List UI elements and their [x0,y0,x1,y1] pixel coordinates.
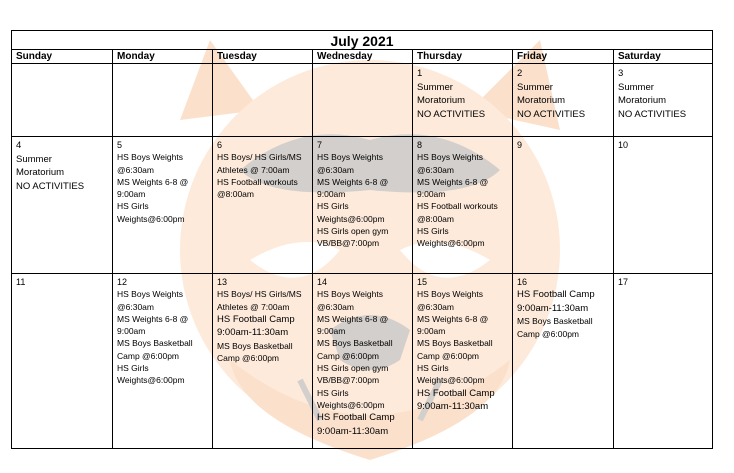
day-header: Monday [113,50,213,64]
event-line-emphasis: HS Football Camp [417,387,495,399]
calendar-title: July 2021 [12,31,712,50]
event-line: NO ACTIVITIES [517,108,586,120]
event-line: HS Football workouts [417,201,498,212]
day-cell [12,274,112,450]
day-cell [12,137,112,273]
event-line: 9:00am [117,189,146,200]
event-line: Camp @6:00pm [517,328,580,339]
event-line: Camp @6:00pm [117,350,180,361]
day-number: 5 [117,140,123,150]
event-line-emphasis: 9:00am-11:30am [417,401,489,413]
day-header: Wednesday [313,50,413,64]
day-cell [614,65,712,136]
event-line: NO ACTIVITIES [618,108,687,120]
event-line: NO ACTIVITIES [417,108,486,120]
event-line: Athletes @ 7:00am [217,164,290,175]
day-cell [513,65,613,136]
event-line: HS Girls open gym [317,363,389,374]
event-line: 9:00am [117,326,146,337]
event-line: HS Boys Weights [117,289,183,300]
event-line: HS Boys Weights [117,152,183,163]
day-number: 8 [417,140,423,150]
event-line: HS Boys Weights [417,152,483,163]
event-line: Moratorium [16,167,65,178]
event-line: @8:00am [417,213,454,224]
event-line: HS Girls [117,201,149,212]
day-cell [413,65,512,136]
event-line: Moratorium [618,95,667,106]
day-number: 11 [16,277,26,287]
event-line: @6:30am [117,164,154,175]
day-header: Friday [513,50,614,64]
event-line: HS Girls [417,363,449,374]
event-line: NO ACTIVITIES [16,180,85,192]
event-line: Summer [618,81,654,93]
event-line: Weights@6:00pm [117,213,185,224]
day-number: 12 [117,277,128,287]
day-number: 16 [517,277,528,287]
day-number: 4 [16,140,22,151]
event-line: HS Boys Weights [317,289,383,300]
event-line-emphasis: HS Football Camp [517,289,595,301]
day-number: 9 [517,140,523,150]
event-line: 9:00am [317,189,346,200]
event-line: HS Football workouts [217,176,298,187]
event-line: @8:00am [217,189,254,200]
event-line-emphasis: 9:00am-11:30am [317,425,389,437]
event-line: Camp @6:00pm [417,350,480,361]
day-number: 15 [417,277,428,287]
event-line: 9:00am [417,326,446,337]
day-number: 7 [317,140,323,150]
event-line: @6:30am [417,164,454,175]
event-line: MS Boys Basketball [417,338,493,349]
day-cell [113,274,212,450]
day-cell [113,137,212,273]
day-cell [614,274,712,450]
event-line: HS Boys/ HS Girls/MS [217,289,302,300]
day-cell [513,137,613,273]
day-header: Tuesday [213,50,313,64]
event-line-emphasis: HS Football Camp [317,412,395,424]
event-line-emphasis: 9:00am-11:30am [517,302,589,314]
day-cell [113,65,212,136]
event-line: HS Girls [317,201,349,212]
event-line: MS Boys Basketball [117,338,193,349]
day-cell [313,274,412,450]
event-line: Weights@6:00pm [317,399,385,410]
day-cell [313,137,412,273]
event-line: @6:30am [317,164,354,175]
event-line: Moratorium [417,95,466,106]
day-number: 13 [217,277,228,287]
day-cell [12,65,112,136]
day-number: 2 [517,68,523,79]
event-line: HS Boys Weights [417,289,483,300]
day-cell [614,137,712,273]
day-cell [213,274,312,450]
event-line: Summer [16,153,52,165]
event-line: MS Boys Basketball [217,340,293,351]
event-line: MS Weights 6-8 @ [117,313,189,324]
event-line: HS Boys Weights [317,152,383,163]
event-line: 9:00am [417,189,446,200]
event-line: HS Girls [317,387,349,398]
event-line: Camp @6:00pm [217,353,280,364]
event-line: Weights@6:00pm [417,375,485,386]
event-line: HS Boys/ HS Girls/MS [217,152,302,163]
event-line: MS Boys Basketball [317,338,393,349]
day-cell [513,274,613,450]
day-number: 1 [417,68,423,79]
day-cell [413,137,512,273]
event-line: MS Weights 6-8 @ [417,176,489,187]
event-line: @6:30am [317,301,354,312]
event-line: Summer [417,81,453,93]
event-line: HS Girls [117,363,149,374]
event-line: VB/BB@7:00pm [317,238,380,249]
event-line: Weights@6:00pm [117,375,185,386]
day-cell [413,274,512,450]
event-line: Weights@6:00pm [317,213,385,224]
day-cell [213,137,312,273]
day-number: 3 [618,68,624,79]
day-header: Saturday [614,50,712,64]
day-header: Sunday [12,50,113,64]
event-line: VB/BB@7:00pm [317,375,380,386]
event-line: 9:00am [317,326,346,337]
day-cell [313,65,412,136]
event-line: MS Weights 6-8 @ [417,313,489,324]
day-number: 14 [317,277,328,287]
day-number: 6 [217,140,223,150]
day-header: Thursday [413,50,513,64]
event-line: Moratorium [517,95,566,106]
day-number: 17 [618,277,629,287]
event-line: MS Weights 6-8 @ [317,176,389,187]
event-line-emphasis: HS Football Camp [217,313,295,325]
event-line: MS Weights 6-8 @ [117,176,189,187]
event-line: Camp @6:00pm [317,350,380,361]
event-line: MS Boys Basketball [517,316,593,327]
event-line: Athletes @ 7:00am [217,301,290,312]
day-number: 10 [618,140,629,150]
event-line: MS Weights 6-8 @ [317,313,389,324]
event-line: Weights@6:00pm [417,238,485,249]
event-line: Summer [517,81,553,93]
day-cell [213,65,312,136]
event-line: @6:30am [117,301,154,312]
event-line-emphasis: 9:00am-11:30am [217,327,289,339]
event-line: HS Girls [417,226,449,237]
calendar-grid [11,30,713,449]
event-line: HS Girls open gym [317,226,389,237]
event-line: @6:30am [417,301,454,312]
